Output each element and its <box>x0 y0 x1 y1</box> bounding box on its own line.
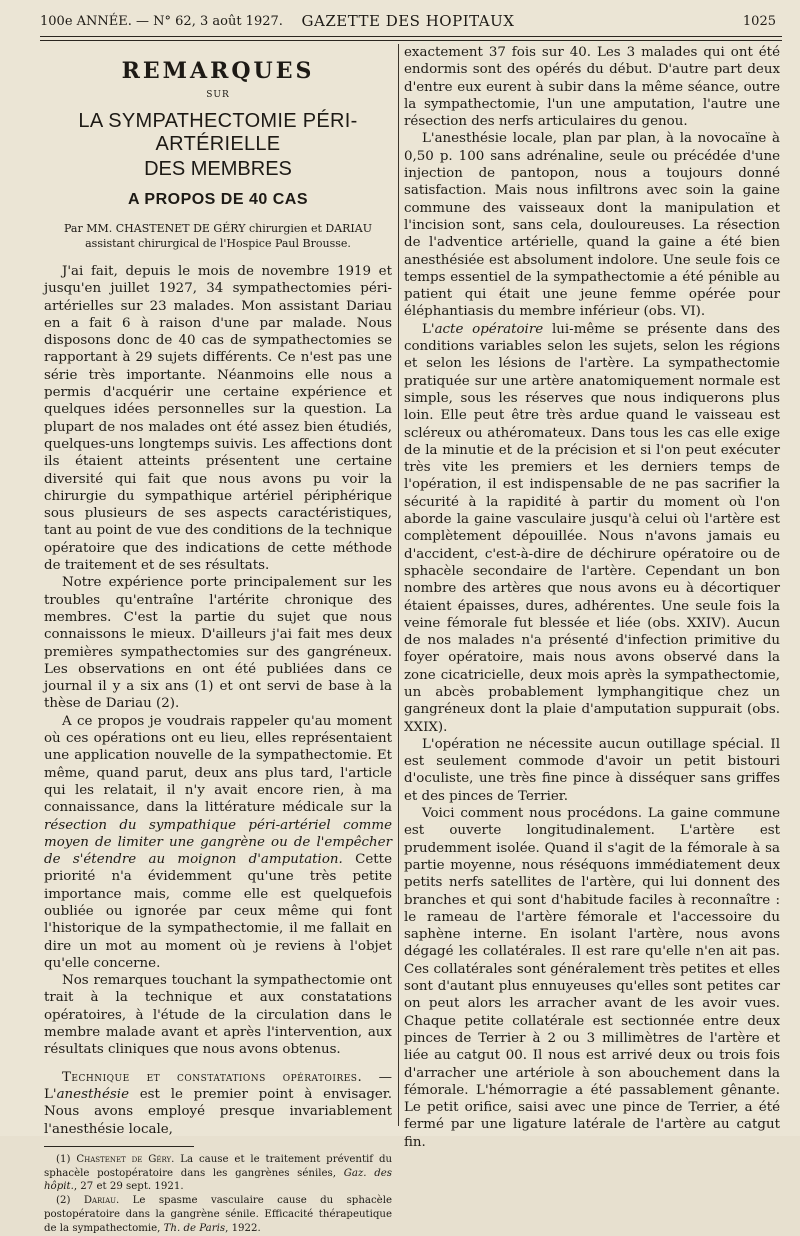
paragraph-continuation: exactement 37 fois sur 40. Les 3 malades qui ont été endormis sont des opérés du début. D'autre part deux d'entre eux eurent à subir dans la même séance, outre la sympathectomie, l'un une amputation, l'autre une résection des nerfs articulaires du genou. <box>404 45 780 130</box>
technique-italic: anesthésie <box>56 1086 129 1102</box>
authors-line2: assistant chirurgical de l'Hospice Paul Brousse. <box>85 237 351 250</box>
header-rule-top <box>40 36 782 37</box>
footnote-2 <box>44 1194 392 1235</box>
operative-start: L' <box>422 321 435 337</box>
column-divider <box>398 44 399 1126</box>
footnote-1-journal: Gaz. des hôpit. <box>44 1167 392 1193</box>
header-rule-bottom <box>40 40 782 41</box>
heading-sur: SUR <box>206 90 230 100</box>
authors-line1: Par MM. CHASTENET DE GÉRY chirurgien et DARIAU <box>64 222 372 235</box>
operative-text: lui-même se présente dans des conditions variables selon les sujets, selon les régions et selon les lésions de l'artère. La sympathectomie pratiquée sur une artère anatomiquement normale est simple, sous les réserves que nous indiquerons plus loin. Elle peut être très ardue quand le vaisseau est scléreux ou athéromateux. Dans tous les cas elle exige de la minutie et de la précision et si l'on peut exécuter très vite les premiers et les derniers temps de l'opération, il est indispensable de ne pas sacrifier la sécurité à la rapidité à partir du moment où l'on aborde la gaine vasculaire jusqu'à celui où l'artère est complètement dépouillée. Nous n'avons jamais eu d'accident, c'est-à-dire de déchirure opératoire ou de sphacèle secondaire de l'artère. Cependant un bon nombre des artères que nous avons eu à décortiquer étaient épaisses, dures, adhérentes. Une seule fois la veine fémorale fut blessée et liée (obs. XXIV). Aucun de nos malades n'a présenté d'infection primitive du foyer opératoire, mais nous avons observé dans la zone cicatricielle, deux mois après la sympathectomie, un abcès probablement lymphangitique chez un gangréneux dont la plaie d'amputation suppurait (obs. XXIX). <box>404 321 780 735</box>
priority-text-b: Cette priorité n'a évidemment qu'une très petite importance mais, comme elle est quelquefois oubliée ou ignorée par ceux même qui font l'historique de la sympathectomie, il me fallait en dire un mot au moment où je reviens à l'objet qu'elle concerne. <box>44 852 392 971</box>
footnote-2-author: Dariau. <box>83 1195 120 1207</box>
footnote-1 <box>44 1153 392 1194</box>
paragraph-tools: L'opération ne nécessite aucun outillage spécial. Il est seulement commode d'avoir un petit bistouri d'oculiste, une très fine pince à disséquer sans griffes et des pinces de Terrier. <box>404 736 780 804</box>
page-number: 1025 <box>742 14 776 29</box>
heading-remarques: REMARQUES <box>121 58 315 84</box>
right-column <box>404 44 780 1150</box>
paragraph-priority <box>44 713 392 972</box>
article-subtitle: A PROPOS DE 40 CAS <box>127 191 308 208</box>
section-heading-technique: Technique et constatations opératoires. <box>62 1069 363 1085</box>
footnote-1-text: La cause et le traitement préventif du sphacèle postopératoire dans les gangrènes séniles, <box>44 1153 393 1179</box>
article-authors <box>44 221 392 251</box>
footnote-2-journal: Th. de Paris <box>163 1222 226 1234</box>
footnote-1-date: , 27 et 29 sept. 1921. <box>73 1181 184 1193</box>
paragraph-experience: Notre expérience porte principalement sur les troubles qu'entraîne l'artérite chronique des membres. C'est la partie du sujet que nous connaissons le mieux. D'ailleurs j'ai fait mes deux premières sympathectomies sur des gangréneux. Les observations en ont été publiées dans ce journal il y a six ans (1) et ont servi de base à la thèse de Dariau (2). <box>44 575 392 712</box>
priority-italic: résection du sympathique péri-artériel comme moyen de limiter une gangrène ou de l'empêcher de s'étendre au moignon d'amputation. <box>44 817 392 868</box>
footnote-2-date: , 1922. <box>225 1222 261 1234</box>
paragraph-anesthesia: L'anesthésie locale, plan par plan, à la novocaïne à 0,50 p. 100 sans adrénaline, seule ou précédée d'une injection de pantopon, nous a toujours donné satisfaction. Mais nous infiltrons avec soin la gaine commune des vaisseaux dont la manipulation et l'incision sont, sans cela, douloureuses. La résection de l'adventice artérielle, quand la gaine a été bien anesthésiée est absolument indolore. Une seule fois ce temps essentiel de la sympathectomie a été pénible au patient qui était une jeune femme opérée pour éléphantiasis du membre inférieur (obs. VI). <box>404 131 780 320</box>
journal-title: GAZETTE DES HOPITAUX <box>301 12 515 30</box>
technique-text: est le premier point à envisager. Nous avons employé presque invariablement l'anesthésie locale, <box>44 1086 392 1137</box>
paragraph-intro: J'ai fait, depuis le mois de novembre 1919 et jusqu'en juillet 1927, 34 sympathectomies péri-artérielles sur 23 malades. Mon assistant Dariau en a fait 6 à raison d'une par malade. Nous disposons donc de 40 cas de sympathectomies se rapportant à 29 sujets différents. Ce n'est pas une série très importante. Néanmoins elle nous a permis d'acquérir une certaine expérience et quelques idées personnelles sur la question. La plupart de nos malades ont été assez bien étudiés, quelques-uns longtemps suivis. Les affections dont ils étaient atteints présentent une certaine diversité qui fait que nous avons pu voir la chirurgie du sympathique artériel périphérique sous plusieurs de ses aspects caractéristiques, tant au point de vue des conditions de la technique opératoire que des indications de cette méthode de traitement et de ses résultats. <box>44 264 392 574</box>
footnote-2-number: (2) <box>56 1195 84 1207</box>
operative-italic: acte opératoire <box>434 321 544 337</box>
running-header <box>40 10 776 38</box>
paragraph-operative-act <box>404 321 780 736</box>
paragraph-technique <box>44 1069 392 1138</box>
footnote-rule <box>44 1146 194 1147</box>
footnote-1-number: (1) <box>56 1153 77 1165</box>
technique-dash: — L' <box>44 1069 392 1102</box>
footnote-2-text: Le spasme vasculaire cause du sphacèle postopératoire dans la gangrène sénile. Efficacité thérapeutique de la sympathectomie, <box>44 1195 392 1234</box>
paragraph-remarks: Nos remarques touchant la sympathectomie ont trait à la technique et aux constatations opératoires, à l'étude de la circulation dans le membre malade avant et après l'intervention, aux résultats cliniques que nous avons obtenus. <box>44 973 392 1058</box>
left-column <box>44 52 393 1234</box>
paragraph-procedure: Voici comment nous procédons. La gaine commune est ouverte longitudinalement. L'artère est prudemment isolée. Quand il s'agit de la fémorale à sa partie moyenne, nous réséquons immédiatement deux petits nerfs satellites de l'artère, qui lui donnent des branches et qui sont d'habitude faciles à reconnaître : le rameau de l'artère fémorale et l'accessoire du saphène interne. En isolant l'artère, nous avons dégagé les collatérales. Il est rare qu'elle n'en ait pas. Ces collatérales sont généralement très petites et elles sont d'autant plus ennuyeuses qu'elles sont petites car on peut alors les arracher avant de les avoir vues. Chaque petite collatérale est sectionnée entre deux pinces de Terrier à 2 ou 3 millimètres de l'artère et liée au catgut 00. Il nous est arrivé deux ou trois fois d'arracher une artériole à son abouchement dans la fémorale. L'hémorragie a été passablement gênante. Le petit orifice, saisi avec une pince de Terrier, a été fermé par une ligature latérale de l'artère au catgut fin. <box>404 806 780 1150</box>
article-title-block <box>44 58 392 251</box>
article-title: LA SYMPATHECTOMIE PÉRI-ARTÉRIELLE <box>78 110 358 155</box>
priority-text-a: A ce propos je voudrais rappeler qu'au moment où ces opérations ont eu lieu, elles représentaient une application nouvelle de la sympathectomie. Et même, quand parut, deux ans plus tard, l'article qui les relatait, il n'y avait encore rien, à ma connaissance, dans la littérature médicale sur la <box>44 713 392 816</box>
article-title-line2: DES MEMBRES <box>144 158 292 180</box>
footnote-1-author: Chastenet de Géry. <box>76 1153 175 1165</box>
issue-info: 100e ANNÉE. — N° 62, 3 août 1927. <box>40 14 283 29</box>
